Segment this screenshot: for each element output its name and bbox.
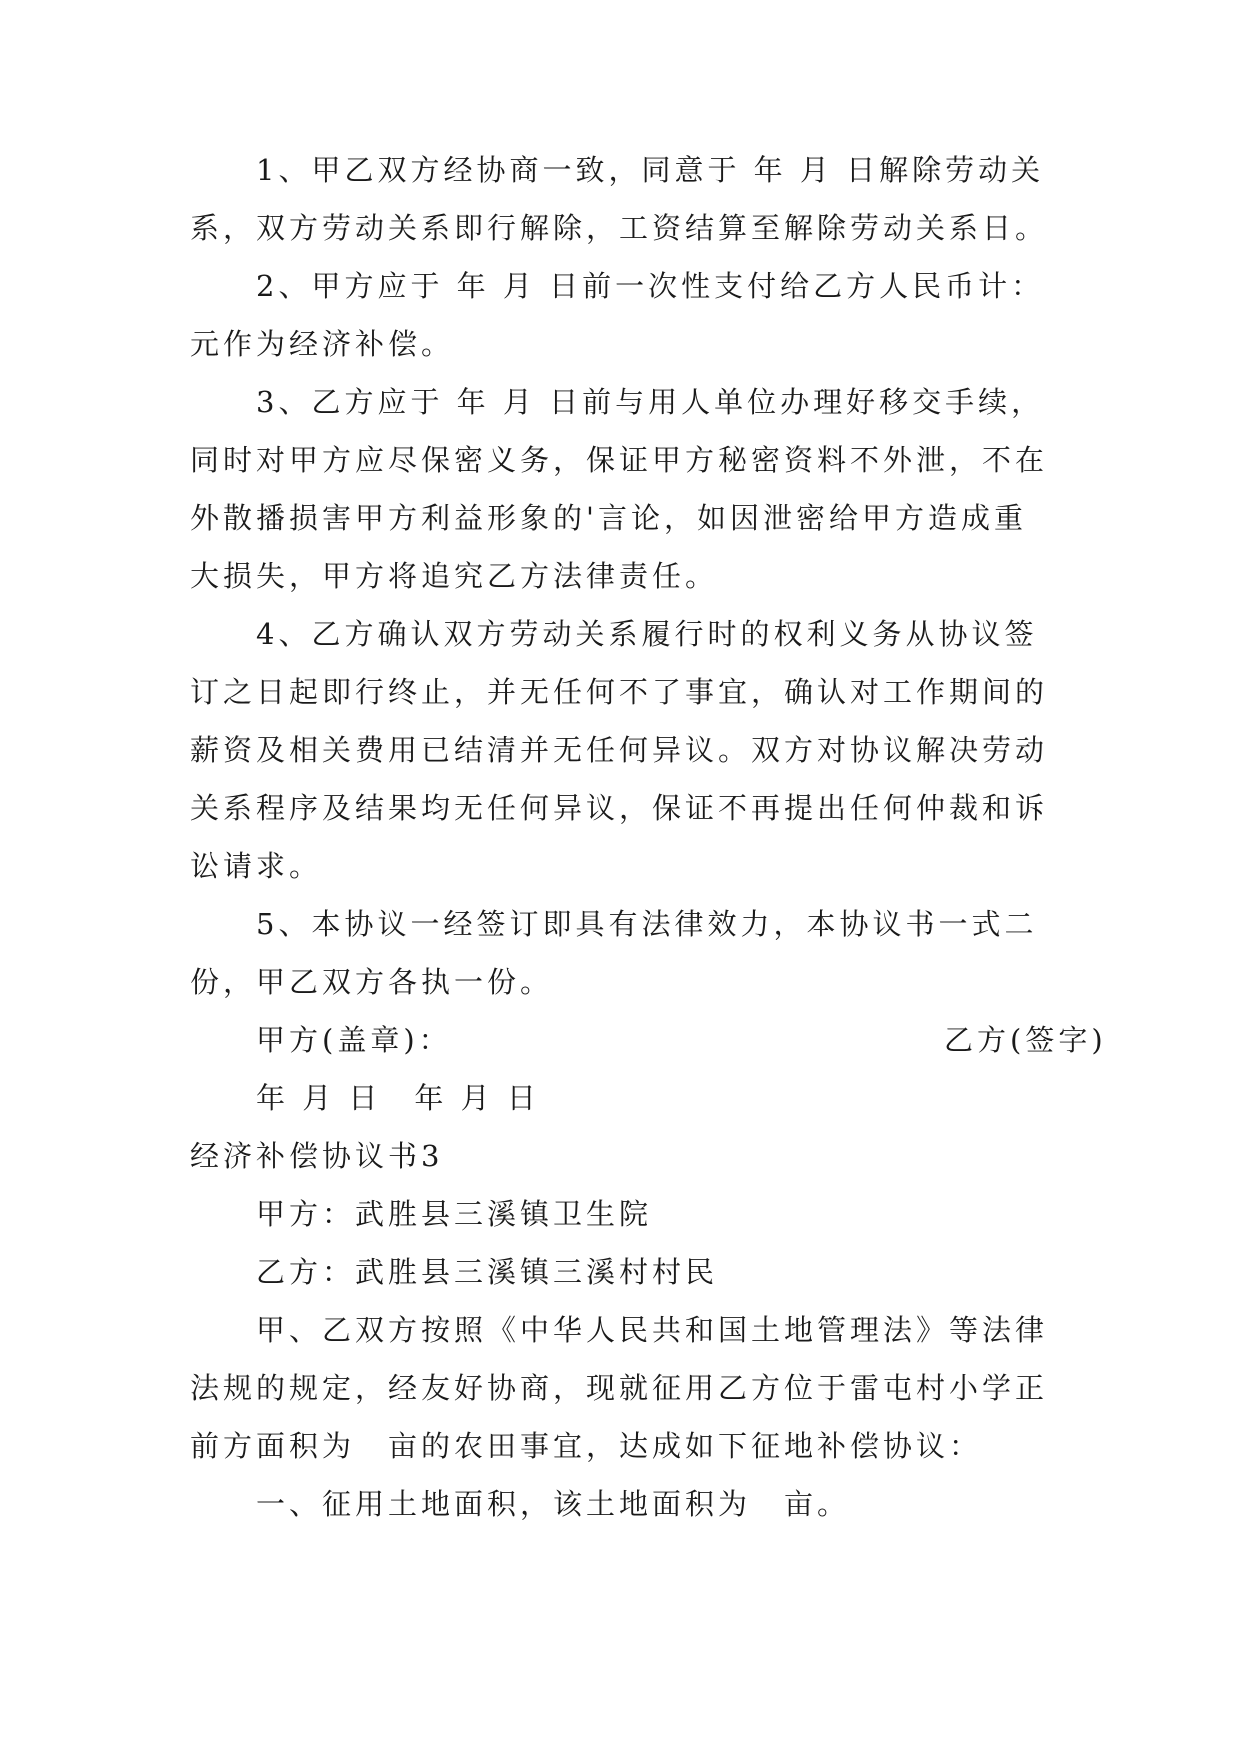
preamble-line-2: 法规的规定，经友好协商，现就征用乙方位于雷屯村小学正 bbox=[190, 1371, 1049, 1405]
signature-row bbox=[256, 1020, 1146, 1060]
signature-date-line: 年 月 日 年 月 日 bbox=[256, 1081, 540, 1115]
section-title: 经济补偿协议书3 bbox=[190, 1139, 444, 1173]
clause-4-line-4: 关系程序及结果均无任何异议，保证不再提出任何仲裁和诉 bbox=[190, 791, 1049, 825]
clause-3-line-4: 大损失，甲方将追究乙方法律责任。 bbox=[190, 559, 719, 593]
article-1-line: 一、征用土地面积，该土地面积为 亩。 bbox=[256, 1487, 851, 1521]
party-a-line: 甲方：武胜县三溪镇卫生院 bbox=[256, 1197, 653, 1231]
clause-3-line-3: 外散播损害甲方利益形象的'言论，如因泄密给甲方造成重 bbox=[190, 501, 1027, 535]
preamble-line-1: 甲、乙双方按照《中华人民共和国土地管理法》等法律 bbox=[256, 1313, 1049, 1347]
clause-3-line-2: 同时对甲方应尽保密义务，保证甲方秘密资料不外泄，不在 bbox=[190, 443, 1049, 477]
preamble-line-3: 前方面积为 亩的农田事宜，达成如下征地补偿协议： bbox=[190, 1429, 983, 1463]
clause-1-line-1: 1、甲乙双方经协商一致，同意于 年 月 日解除劳动关 bbox=[256, 153, 1045, 187]
clause-2-line-1: 2、甲方应于 年 月 日前一次性支付给乙方人民币计： bbox=[256, 269, 1045, 303]
clause-4-line-5: 讼请求。 bbox=[190, 849, 323, 883]
clause-2-line-2: 元作为经济补偿。 bbox=[190, 327, 455, 361]
party-b-line: 乙方：武胜县三溪镇三溪村村民 bbox=[256, 1255, 719, 1289]
party-b-sign-label: 乙方(签字) bbox=[944, 1023, 1107, 1057]
clause-4-line-2: 订之日起即行终止，并无任何不了事宜，确认对工作期间的 bbox=[190, 675, 1049, 709]
clause-5-line-2: 份，甲乙双方各执一份。 bbox=[190, 965, 554, 999]
clause-4-line-3: 薪资及相关费用已结清并无任何异议。双方对协议解决劳动 bbox=[190, 733, 1049, 767]
clause-4-line-1: 4、乙方确认双方劳动关系履行时的权利义务从协议签 bbox=[256, 617, 1038, 651]
clause-3-line-1: 3、乙方应于 年 月 日前与用人单位办理好移交手续， bbox=[256, 385, 1045, 419]
clause-5-line-1: 5、本协议一经签订即具有法律效力，本协议书一式二 bbox=[256, 907, 1038, 941]
party-a-seal-label: 甲方(盖章)： bbox=[256, 1023, 452, 1057]
clause-1-line-2: 系，双方劳动关系即行解除，工资结算至解除劳动关系日。 bbox=[190, 211, 1049, 245]
